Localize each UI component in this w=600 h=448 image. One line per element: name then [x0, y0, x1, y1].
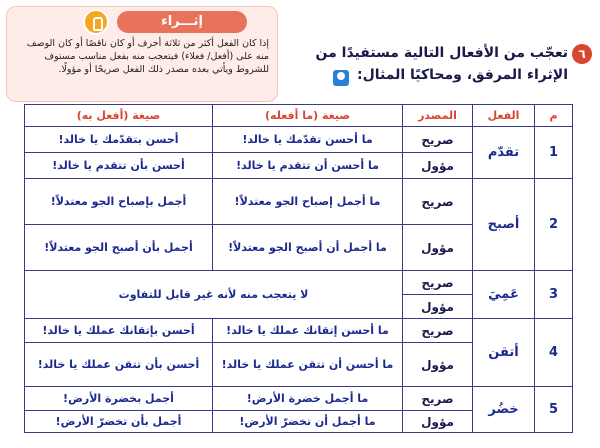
enrichment-text: إذا كان الفعل أكثر من ثلاثة أحرف أو كان ناقصًا أو كان الوصف منه على (أفعل/ فعلاء) فيتعجب منه بفعل مناسب مستوف للشروط ويأتي بعده مصدر ذلك الفعل صريحًا أو مؤولًا.	[26, 38, 269, 75]
lightbulb-icon	[83, 9, 109, 35]
row-ma-afala: ما أجمل أن أصبح الجو معتدلاً!	[213, 225, 403, 271]
row-ma-afala: ما أجمل أن تخضرّ الأرض!	[213, 411, 403, 433]
row-afil-bih: أحسن بأن تتقن عملك يا خالد!	[25, 343, 213, 387]
row-num: 5	[535, 387, 573, 433]
row-ma-afala: ما أحسن تقدّمك يا خالد!	[213, 127, 403, 153]
row-ma-afala: ما أحسن إتقانك عملك يا خالد!	[213, 319, 403, 343]
row-afil-bih: أحسن بتقدّمك يا خالد!	[25, 127, 213, 153]
row-verb: أتقن	[473, 319, 535, 387]
row-ma-afala: ما أحسن أن تتقدم يا خالد!	[213, 153, 403, 179]
row-ma-afala: ما أجمل خضرة الأرض!	[213, 387, 403, 411]
row-verb: خضُر	[473, 387, 535, 433]
header-ma-afala: صيغة (ما أفعله)	[213, 105, 403, 127]
row-source: صريح	[403, 127, 473, 153]
table-header-row	[25, 105, 573, 127]
row-source: مؤول	[403, 343, 473, 387]
row-note: لا يتعجب منه لأنه غير قابل للتفاوت	[25, 271, 403, 319]
user-icon	[333, 70, 349, 86]
exclamation-table	[24, 104, 573, 433]
row-source: صريح	[403, 271, 473, 295]
row-source: صريح	[403, 179, 473, 225]
row-source: صريح	[403, 319, 473, 343]
row-num: 3	[535, 271, 573, 319]
row-source: مؤول	[403, 225, 473, 271]
row-num: 1	[535, 127, 573, 179]
row-ma-afala: ما أحسن أن تتقن عملك يا خالد!	[213, 343, 403, 387]
header-verb: الفعل	[473, 105, 535, 127]
header-afil-bih: صيغة (أفعل به)	[25, 105, 213, 127]
enrichment-card	[6, 6, 278, 102]
row-source: مؤول	[403, 295, 473, 319]
row-verb: أصبح	[473, 179, 535, 271]
row-num: 4	[535, 319, 573, 387]
row-afil-bih: أجمل بخضرة الأرض!	[25, 387, 213, 411]
row-num: 2	[535, 179, 573, 271]
table-row	[25, 271, 573, 295]
row-afil-bih: أحسن بإتقانك عملك يا خالد!	[25, 319, 213, 343]
row-source: صريح	[403, 387, 473, 411]
row-ma-afala: ما أجمل إصباح الجو معتدلاً!	[213, 179, 403, 225]
row-afil-bih: أجمل بإصباح الجو معتدلاً!	[25, 179, 213, 225]
row-source: مؤول	[403, 411, 473, 433]
table-row	[25, 319, 573, 343]
header-num: م	[535, 105, 573, 127]
table-row	[25, 179, 573, 225]
row-afil-bih: أحسن بأن تتقدم يا خالد!	[25, 153, 213, 179]
row-verb: تقدّم	[473, 127, 535, 179]
row-source: مؤول	[403, 153, 473, 179]
question-number: ٦	[572, 44, 592, 64]
row-afil-bih: أجمل بأن أصبح الجو معتدلاً!	[25, 225, 213, 271]
question-text: تعجّب من الأفعال التالية مستفيدًا من الإثراء المرفق، ومحاكيًا المثال:	[315, 45, 568, 83]
table-row	[25, 127, 573, 153]
enrichment-title: إثـــراء	[117, 11, 247, 33]
row-afil-bih: أجمل بأن تخضرّ الأرض!	[25, 411, 213, 433]
header-source: المصدر	[403, 105, 473, 127]
row-verb: عَمِيَ	[473, 271, 535, 319]
table-row	[25, 387, 573, 411]
